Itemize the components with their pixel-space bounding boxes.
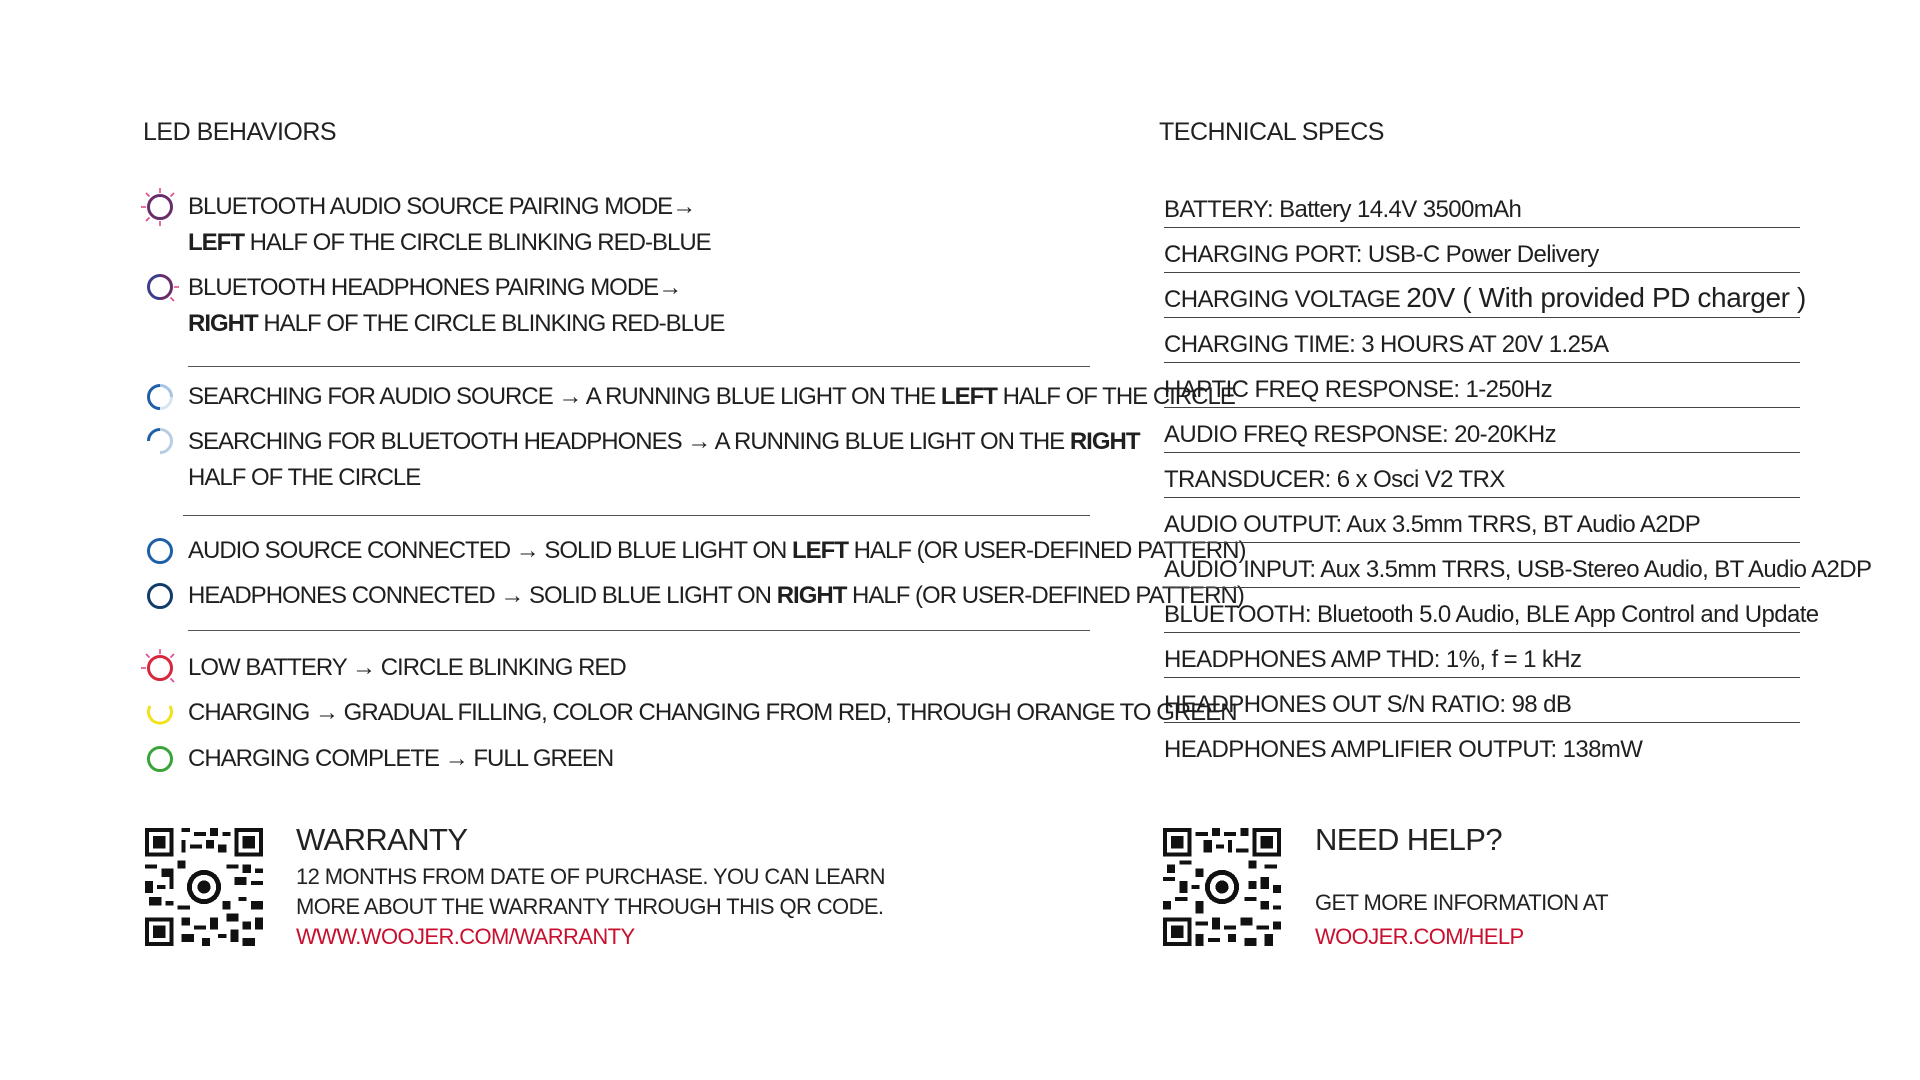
spec-row: CHARGING VOLTAGE 20V ( With provided PD charger ) bbox=[1164, 273, 1800, 318]
warranty-line1: 12 MONTHS FROM DATE OF PURCHASE. YOU CAN LEARN bbox=[296, 864, 885, 889]
searching-headphones-icon bbox=[140, 421, 180, 461]
pairing-source-icon bbox=[140, 187, 180, 227]
led-item-5: AUDIO SOURCE CONNECTED → SOLID BLUE LIGHT ON LEFT HALF (OR USER-DEFINED PATTERN) bbox=[188, 537, 1246, 564]
warranty-title: WARRANTY bbox=[296, 822, 468, 857]
low-battery-icon bbox=[140, 648, 180, 688]
spec-row: AUDIO OUTPUT: Aux 3.5mm TRRS, BT Audio A2DP bbox=[1164, 498, 1800, 543]
help-qr-code[interactable] bbox=[1163, 828, 1281, 946]
spec-row: CHARGING PORT: USB-C Power Delivery bbox=[1164, 228, 1800, 273]
help-title: NEED HELP? bbox=[1315, 822, 1502, 857]
led-item-9: CHARGING COMPLETE → FULL GREEN bbox=[188, 745, 614, 772]
technical-specs-heading: TECHNICAL SPECS bbox=[1159, 118, 1384, 146]
headphones-connected-icon bbox=[140, 576, 180, 616]
led-item-7: LOW BATTERY → CIRCLE BLINKING RED bbox=[188, 654, 626, 681]
spec-row: AUDIO FREQ RESPONSE: 20-20KHz bbox=[1164, 408, 1800, 453]
spec-row: HAPTIC FREQ RESPONSE: 1-250Hz bbox=[1164, 363, 1800, 408]
led-item-1-line1: BLUETOOTH AUDIO SOURCE PAIRING MODE→ bbox=[188, 193, 696, 220]
help-link[interactable]: WOOJER.COM/HELP bbox=[1315, 924, 1524, 949]
spec-row: AUDIO INPUT: Aux 3.5mm TRRS, USB-Stereo Audio, BT Audio A2DP bbox=[1164, 543, 1800, 588]
pairing-headphones-icon bbox=[140, 267, 180, 307]
divider bbox=[188, 366, 1090, 367]
led-item-4-line2: HALF OF THE CIRCLE bbox=[188, 464, 421, 491]
led-item-4-line1: SEARCHING FOR BLUETOOTH HEADPHONES → A RUNNING BLUE LIGHT ON THE RIGHT bbox=[188, 428, 1140, 455]
spec-row: HEADPHONES OUT S/N RATIO: 98 dB bbox=[1164, 678, 1800, 723]
searching-source-icon bbox=[140, 377, 180, 417]
warranty-link[interactable]: WWW.WOOJER.COM/WARRANTY bbox=[296, 924, 635, 949]
warranty-qr-code[interactable] bbox=[145, 828, 263, 946]
led-item-3: SEARCHING FOR AUDIO SOURCE → A RUNNING BLUE LIGHT ON THE LEFT HALF OF THE CIRCLE bbox=[188, 383, 1235, 410]
led-item-2-line1: BLUETOOTH HEADPHONES PAIRING MODE→ bbox=[188, 274, 682, 301]
help-line1: GET MORE INFORMATION AT bbox=[1315, 890, 1608, 915]
led-item-6: HEADPHONES CONNECTED → SOLID BLUE LIGHT ON RIGHT HALF (OR USER-DEFINED PATTERN) bbox=[188, 582, 1244, 609]
spec-row: TRANSDUCER: 6 x Osci V2 TRX bbox=[1164, 453, 1800, 498]
spec-row: BLUETOOTH: Bluetooth 5.0 Audio, BLE App Control and Update bbox=[1164, 588, 1800, 633]
spec-row: HEADPHONES AMP THD: 1%, f = 1 kHz bbox=[1164, 633, 1800, 678]
spec-row: CHARGING TIME: 3 HOURS AT 20V 1.25A bbox=[1164, 318, 1800, 363]
spec-row: HEADPHONES AMPLIFIER OUTPUT: 138mW bbox=[1164, 736, 1643, 763]
led-item-1-line2: LEFT HALF OF THE CIRCLE BLINKING RED-BLUE bbox=[188, 229, 711, 256]
led-behaviors-heading: LED BEHAVIORS bbox=[143, 118, 337, 146]
warranty-line2: MORE ABOUT THE WARRANTY THROUGH THIS QR CODE. bbox=[296, 894, 884, 919]
led-item-8: CHARGING → GRADUAL FILLING, COLOR CHANGING FROM RED, THROUGH ORANGE TO GREEN bbox=[188, 699, 1237, 726]
charging-complete-icon bbox=[140, 739, 180, 779]
source-connected-icon bbox=[140, 531, 180, 571]
divider bbox=[188, 630, 1090, 631]
spec-row: BATTERY: Battery 14.4V 3500mAh bbox=[1164, 183, 1800, 228]
charging-icon bbox=[140, 693, 180, 733]
led-item-2-line2: RIGHT HALF OF THE CIRCLE BLINKING RED-BLUE bbox=[188, 310, 725, 337]
divider bbox=[183, 515, 1090, 516]
